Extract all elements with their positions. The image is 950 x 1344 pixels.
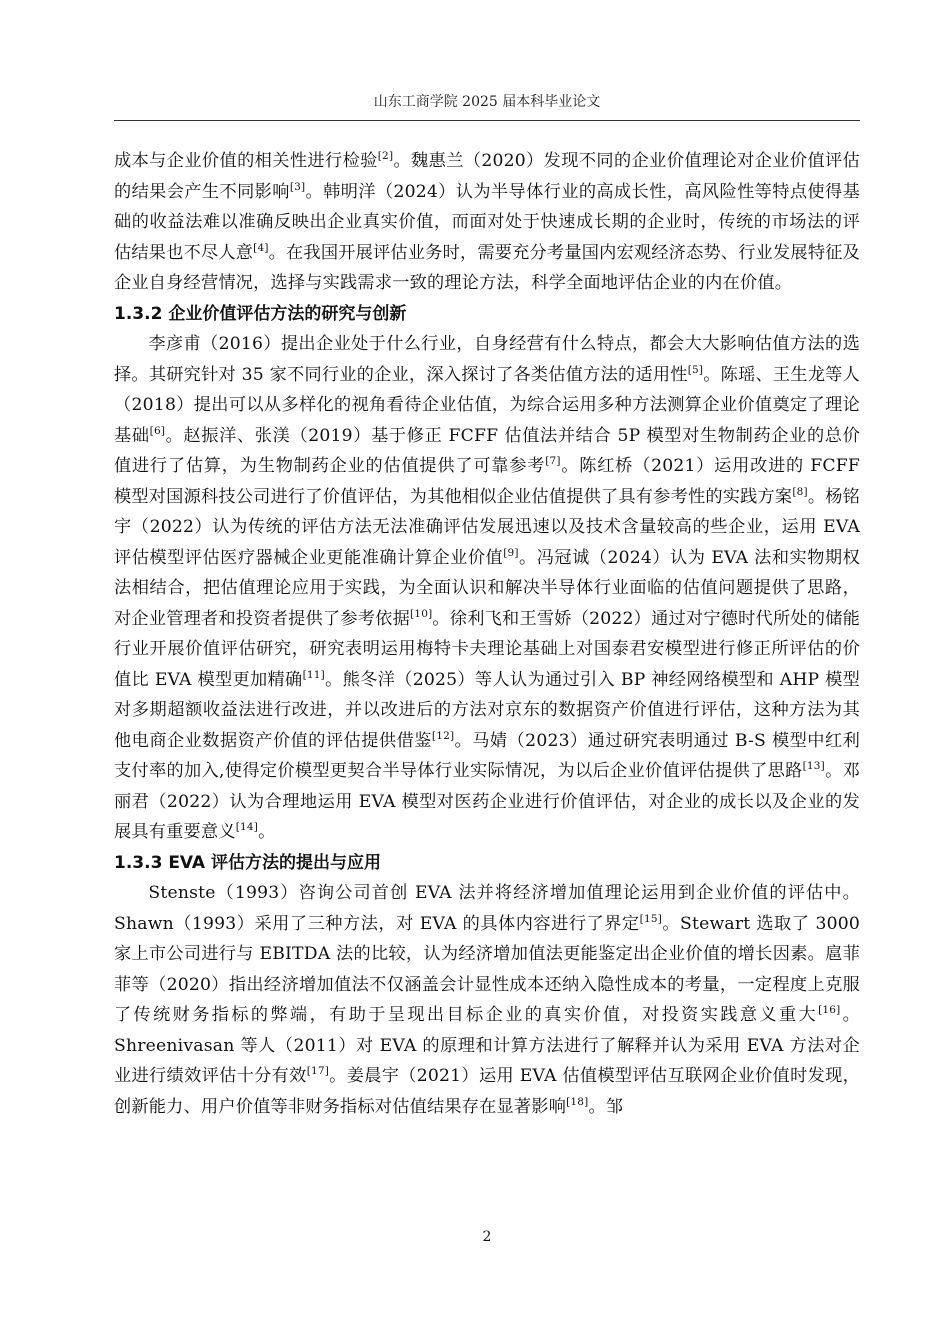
text-run: 。姜晨宇（2021）运用 EVA 估值模型评估互联网企业价值时发现，创新能力、用户价值等非财务指标对估值结果存在显著影响 — [114, 1066, 860, 1117]
citation-marker: [3] — [289, 180, 306, 193]
text-run: 。 — [258, 822, 276, 842]
body-text — [114, 146, 860, 1122]
text-run: 。韩明洋（2024）认为半导体行业的高成长性，高风险性等特点使得基础的收益法难以准确反映出企业真实价值，而面对处于快速成长期的企业时，传统的市场法的评估结果也不尽人意 — [114, 181, 860, 263]
text-run: 李彦甫（2016）提出企业处于什么行业，自身经营有什么特点，都会大大影响估值方法的选择。其研究针对 35 家不同行业的企业，深入探讨了各类估值方法的适用性 — [114, 334, 860, 385]
citation-marker: [9] — [503, 546, 519, 559]
text-run: 。魏惠兰（2020）发现不同的企业价值理论对企业价值评估的结果会产生不同影响 — [114, 151, 860, 202]
text-run: 。Stewart 选取了 3000 家上市公司进行与 EBITDA 法的比较，认为经济增加值法更能鉴定出企业价值的增长因素。扈菲菲等（2020）指出经济增加值法不仅涵盖会计显性成本还纳入隐性成本的考量，一定程度上克服了传统财务指标的弊端，有助于呈现出目标企业的真实价值，对投资实践意义重大 — [114, 913, 860, 1025]
text-run: 。陈瑶、王生龙等人（2018）提出可以从多样化的视角看待企业估值，为综合运用多种方法测算企业价值奠定了理论基础 — [114, 364, 860, 446]
citation-marker: [10] — [410, 607, 433, 620]
text-run: 成本与企业价值的相关性进行检验 — [114, 151, 378, 171]
citation-marker: [5] — [687, 363, 704, 376]
citation-marker: [16] — [818, 1004, 841, 1016]
text-run: 。徐利飞和王雪娇（2022）通过对宁德时代所处的储能行业开展价值评估研究，研究表明运用梅特卡夫理论基础上对国泰君安模型进行修正所评估的价值比 EVA 模型更加精确 — [114, 608, 860, 690]
text-run: 。邓丽君（2022）认为合理地运用 EVA 模型对医药企业进行价值评估，对企业的成长以及企业的发展具有重要意义 — [114, 761, 861, 842]
citation-marker: [12] — [431, 729, 455, 742]
heading-1-3-3: 1.3.3 EVA 评估方法的提出与应用 — [114, 852, 382, 873]
citation-marker: [8] — [792, 485, 808, 498]
text-run: 。冯冠诚（2024）认为 EVA 法和实物期权法相结合，把估值理论应用于实践，为全面认识和解决半导体行业面临的估值问题提供了思路，对企业管理者和投资者提供了参考依据 — [114, 547, 860, 629]
paragraph-1-3-2 — [114, 329, 860, 848]
header-divider — [114, 120, 860, 121]
text-run: 。Shreenivasan 等人（2011）对 EVA 的原理和计算方法进行了解释并认为采用 EVA 方法对企业进行绩效评估十分有效 — [114, 1005, 860, 1086]
citation-marker: [7] — [545, 455, 561, 467]
heading-1-3-2: 1.3.2 企业价值评估方法的研究与创新 — [114, 303, 407, 324]
citation-marker: [11] — [302, 668, 325, 681]
page-number: 2 — [482, 1229, 492, 1245]
text-run: 。马婧（2023）通过研究表明通过 B-S 模型中红利支付率的加入,使得定价模型更契合半导体行业实际情况，为以后企业价值评估提供了思路 — [114, 730, 860, 781]
paragraph-1-3-3 — [114, 878, 860, 1122]
citation-marker: [15] — [639, 912, 663, 925]
citation-marker: [13] — [802, 760, 825, 772]
text-run: 。邹 — [588, 1096, 624, 1117]
text-run: 。赵振洋、张渼（2019）基于修正 FCFF 估值法并结合 5P 模型对生物制药企业的总价值进行了估算，为生物制药企业的估值提供了可靠参考 — [114, 425, 860, 476]
text-run: 。陈红桥（2021）运用改进的 FCFF 模型对国源科技公司进行了价值评估，为其他相似企业估值提供了具有参考性的实践方案 — [114, 456, 860, 507]
text-run: 。熊冬洋（2025）等人认为通过引入 BP 神经网络模型和 AHP 模型对多期超额收益法进行改进，并以改进后的方法对京东的数据资产价值进行评估，这种方法为其他电商企业数据资产价值的评估提供借鉴 — [114, 669, 860, 751]
text-run: Stenste（1993）咨询公司首创 EVA 法并将经济增加值理论运用到企业价值的评估中。Shawn（1993）采用了三种方法，对 EVA 的具体内容进行了界定 — [114, 883, 860, 934]
text-run: 。在我国开展评估业务时，需要充分考量国内宏观经济态势、行业发展特征及企业自身经营情况，选择与实践需求一致的理论方法，科学全面地评估企业的内在价值。 — [114, 242, 860, 293]
citation-marker: [2] — [377, 150, 394, 162]
citation-marker: [14] — [235, 821, 259, 833]
running-header: 山东工商学院 2025 届本科毕业论文 — [373, 94, 601, 110]
citation-marker: [18] — [566, 1095, 589, 1108]
citation-marker: [17] — [306, 1065, 330, 1077]
paragraph-intro — [114, 146, 860, 299]
citation-marker: [6] — [149, 424, 166, 437]
text-run: 。杨铭宇（2022）认为传统的评估方法无法准确评估发展迅速以及技术含量较高的些企业，运用 EVA 评估模型评估医疗器械企业更能准确计算企业价值 — [114, 486, 860, 568]
citation-marker: [4] — [253, 241, 269, 254]
